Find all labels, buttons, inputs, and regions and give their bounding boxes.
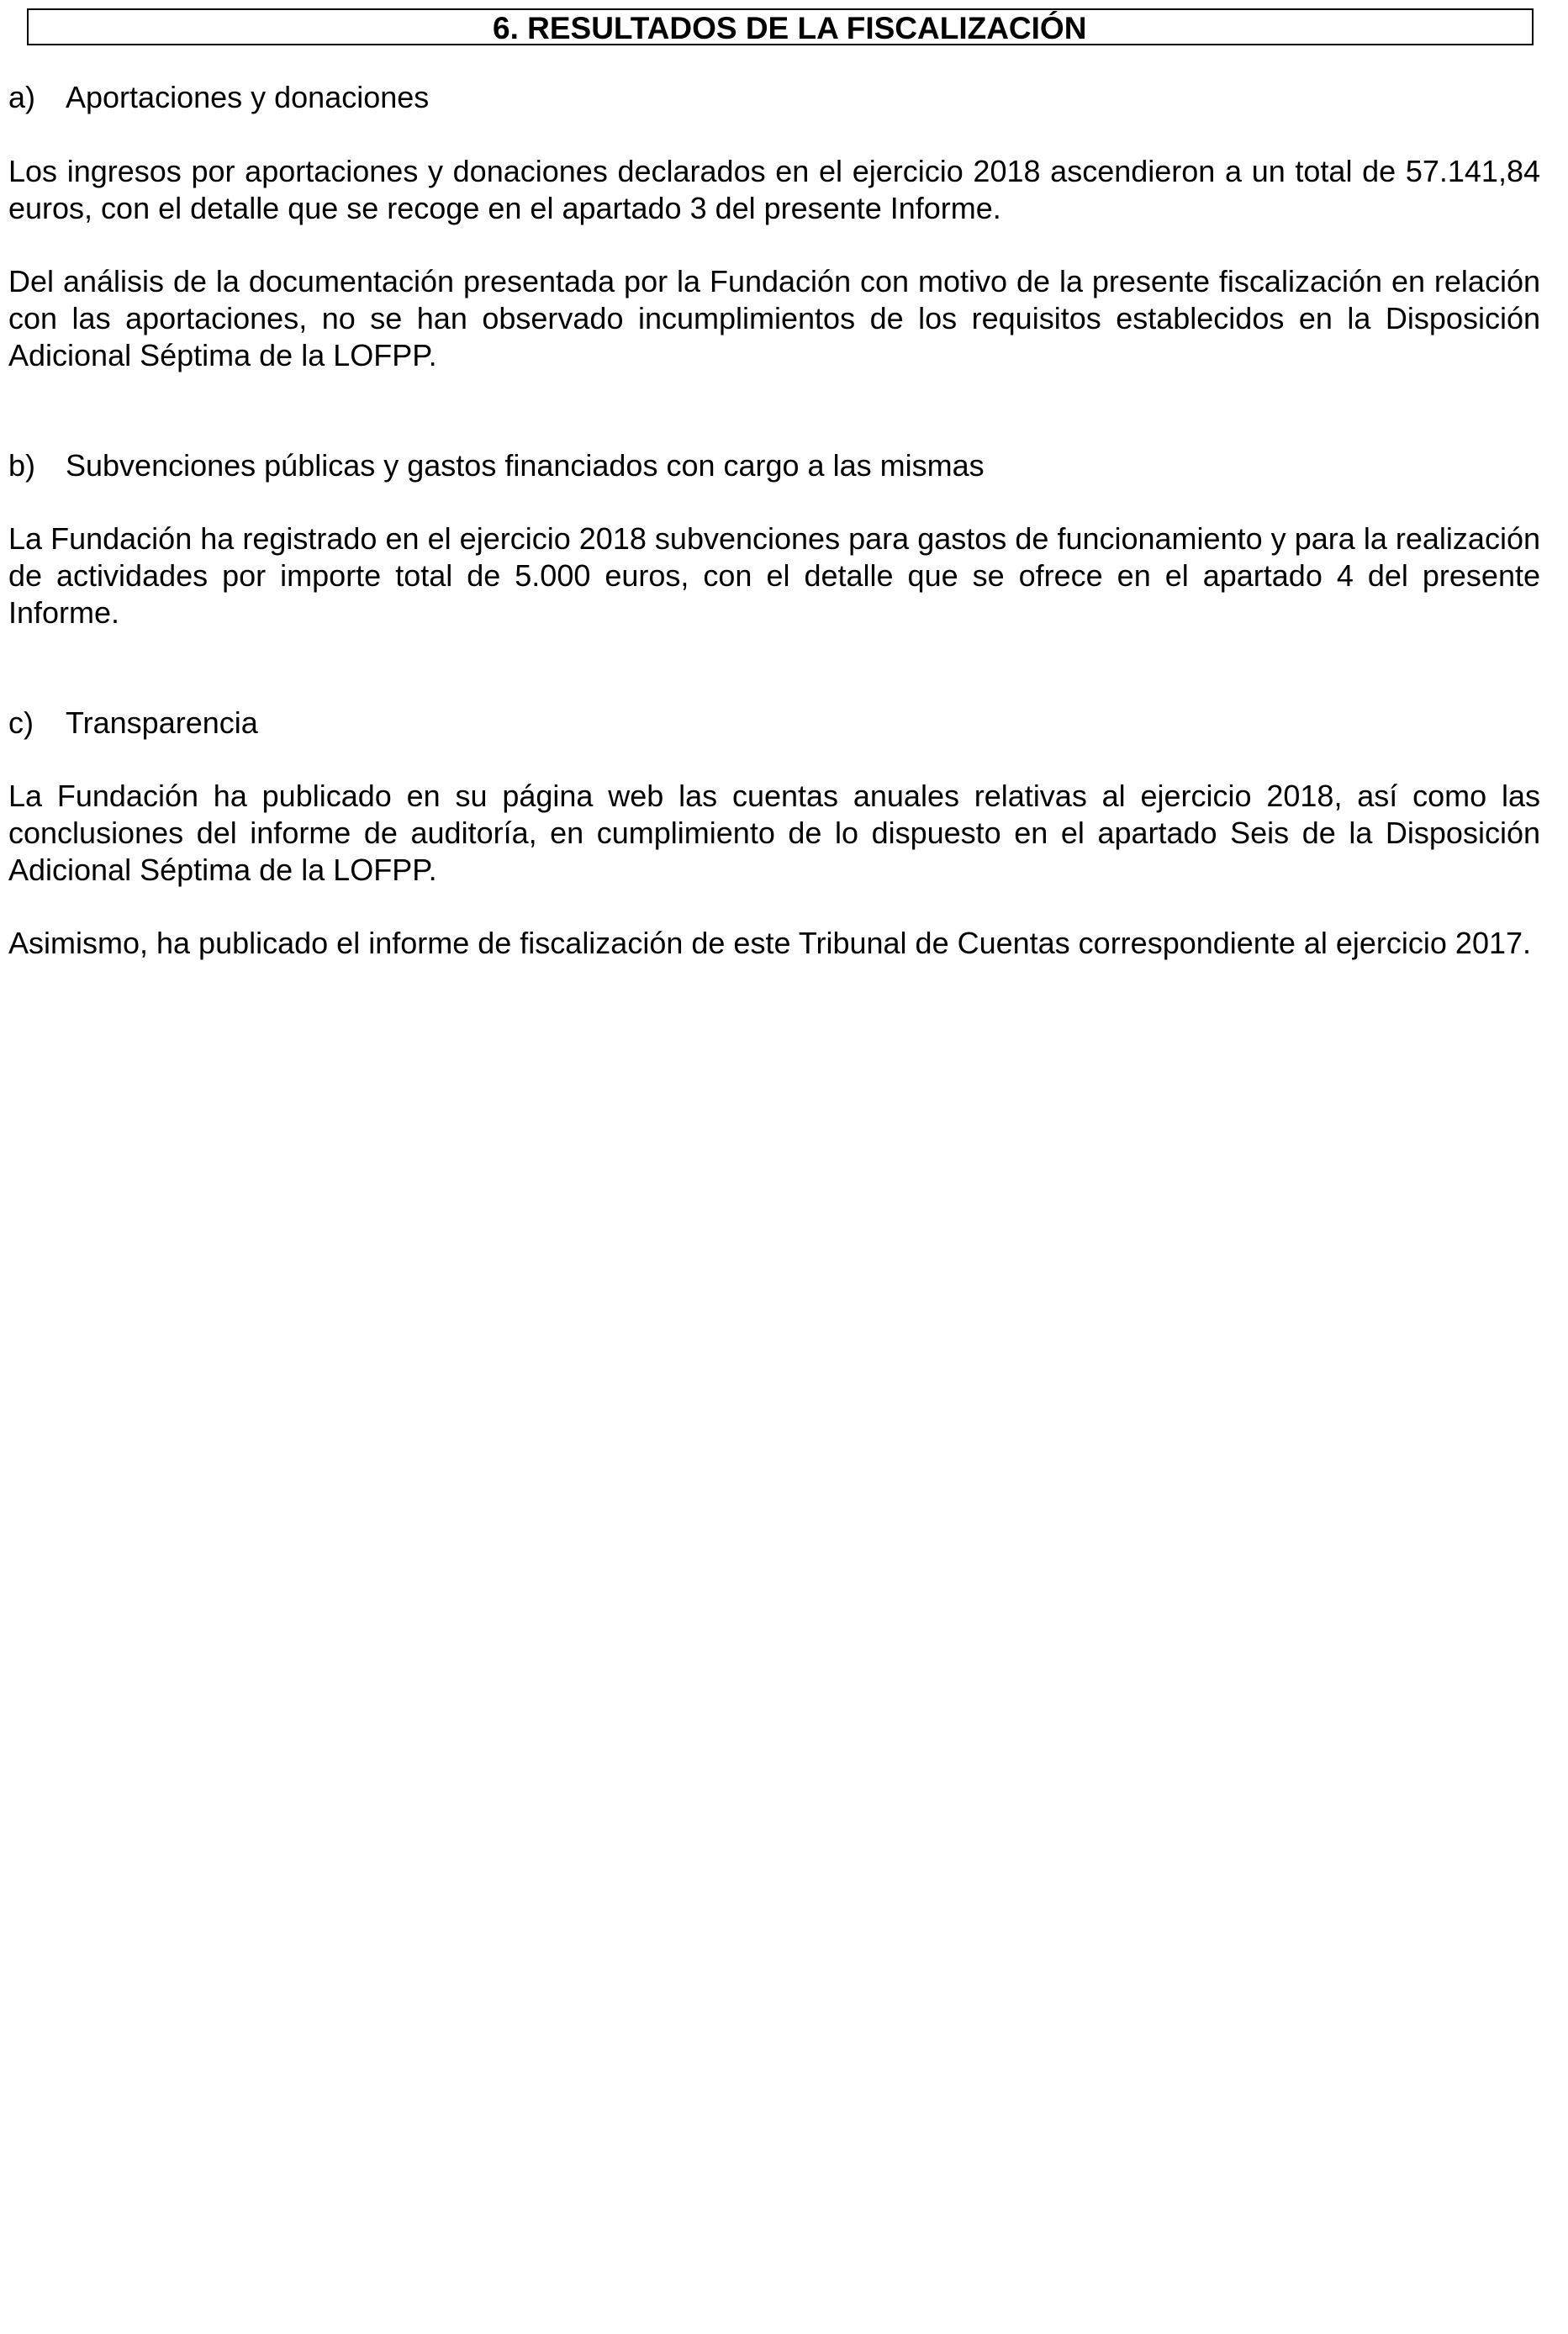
- paragraph-a-2: Del análisis de la documentación presentada por la Fundación con motivo de la presente fiscalización en relación con las aportaciones, no se han observado incumplimientos de los requisitos establecidos en la Disposición Adicional Séptima de la LOFPP.: [8, 264, 1540, 372]
- section-heading-a: [8, 79, 1540, 116]
- section-heading-b: [8, 447, 1540, 484]
- section-title-c: Transparencia: [66, 705, 258, 740]
- section-title-a: Aportaciones y donaciones: [66, 80, 430, 114]
- paragraph-a-1: Los ingresos por aportaciones y donaciones declarados en el ejercicio 2018 ascendieron a un total de 57.141,84 euros, con el detalle que se recoge en el apartado 3 del presente Informe.: [8, 154, 1540, 225]
- section-letter-c: c): [8, 705, 34, 740]
- section-letter-b: b): [8, 448, 36, 483]
- section-letter-a: a): [8, 80, 36, 114]
- section-title: 6. RESULTADOS DE LA FISCALIZACIÓN: [493, 11, 1087, 45]
- paragraph-c-2: Asimismo, ha publicado el informe de fiscalización de este Tribunal de Cuentas correspondiente al ejercicio 2017.: [8, 926, 1532, 960]
- section-heading-c: [8, 705, 1540, 742]
- paragraph-b-1: La Fundación ha registrado en el ejercicio 2018 subvenciones para gastos de funcionamiento y para la realización de actividades por importe total de 5.000 euros, con el detalle que se ofrece en el apartado 4 del presente Informe.: [8, 521, 1540, 630]
- document-page: [8, 8, 1540, 962]
- paragraph-c-1: La Fundación ha publicado en su página web las cuentas anuales relativas al ejercicio 2018, así como las conclusiones del informe de auditoría, en cumplimiento de lo dispuesto en el apartado Seis de la Disposición Adicional Séptima de la LOFPP.: [8, 779, 1540, 887]
- section-title-box: [27, 8, 1534, 45]
- section-title-b: Subvenciones públicas y gastos financiados con cargo a las mismas: [66, 448, 985, 483]
